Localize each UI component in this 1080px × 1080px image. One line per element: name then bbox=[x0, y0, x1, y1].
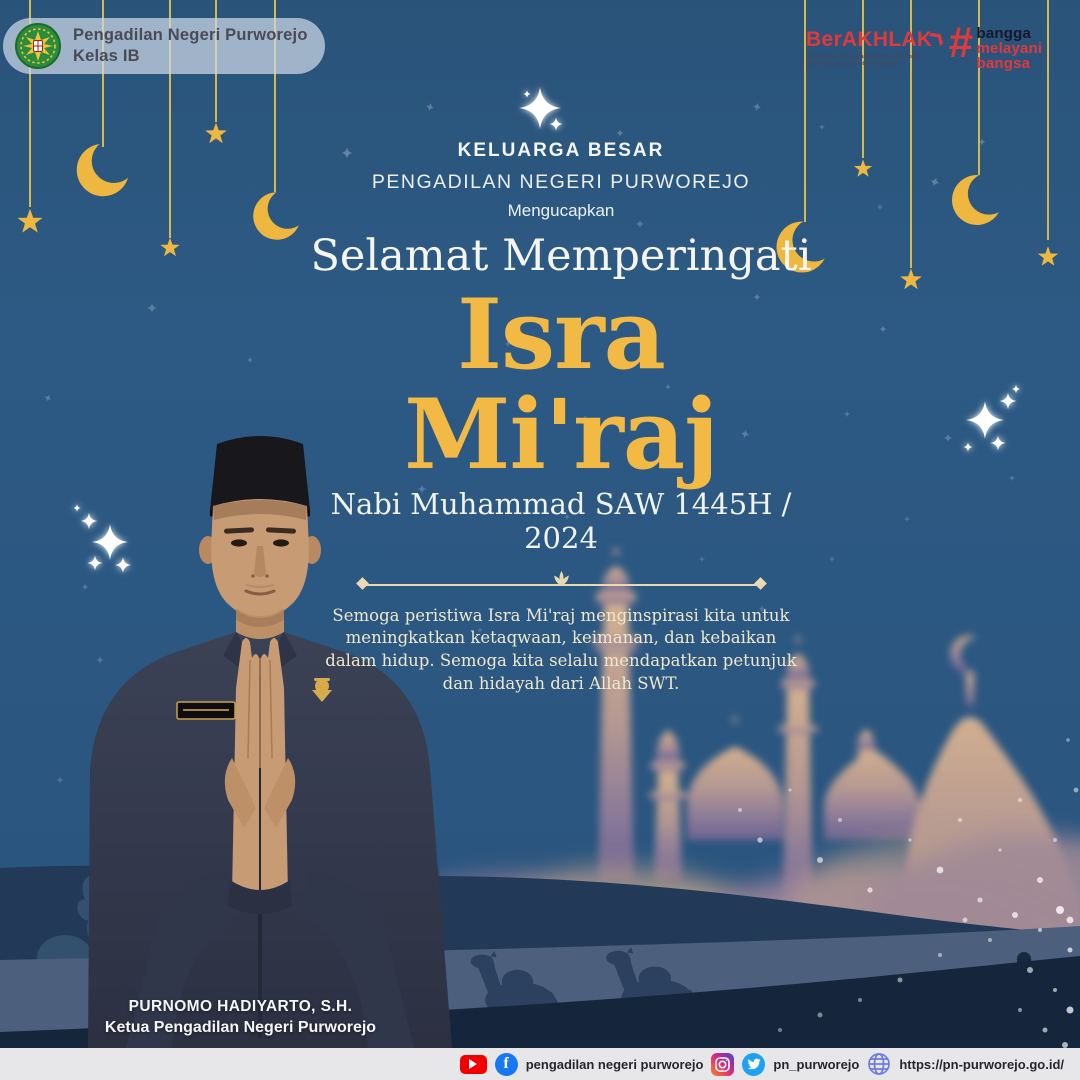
berakhlak-values-1: Berorientasi Pelayanan Akuntabel Kompeten bbox=[806, 54, 924, 60]
twitter-icon bbox=[742, 1053, 765, 1076]
greeting-says: Mengucapkan bbox=[507, 201, 615, 220]
person-role: Ketua Pengadilan Negeri Purworejo bbox=[104, 1019, 377, 1036]
dome-left bbox=[687, 717, 783, 840]
ornamental-divider bbox=[354, 569, 769, 593]
gold-stars-moons-left bbox=[17, 123, 305, 257]
berakhlak-values-2: Harmonis Loyal Adaptif Kolaboratif bbox=[806, 61, 899, 68]
chevron-arrow-icon: ❯ bbox=[926, 26, 949, 48]
greeting-org: PENGADILAN NEGERI PURWOREJO bbox=[371, 171, 751, 193]
star-icon bbox=[17, 209, 42, 233]
bangga-word2: melayani bbox=[976, 40, 1043, 57]
website-url: https://pn-purworejo.go.id/ bbox=[899, 1056, 1064, 1072]
star-icon bbox=[854, 159, 872, 176]
greeting-block bbox=[300, 84, 822, 696]
crescent-moon-icon bbox=[248, 187, 306, 245]
twitter-handle: pn_purworejo bbox=[773, 1056, 860, 1072]
star-icon bbox=[160, 238, 179, 256]
hashtag-icon: # bbox=[948, 18, 973, 67]
star-icon bbox=[205, 123, 227, 144]
event-subtitle: Nabi Muhammad SAW 1445H / 2024 bbox=[330, 486, 792, 555]
court-logo bbox=[15, 23, 61, 69]
greeting-family: KELUARGA BESAR bbox=[457, 140, 665, 161]
person-name: PURNOMO HADIYARTO, S.H. bbox=[128, 998, 353, 1015]
instagram-icon bbox=[711, 1053, 734, 1076]
greeting-salutation: Selamat Memperingati bbox=[310, 231, 812, 281]
org-badge bbox=[3, 18, 325, 74]
berakhlak-title: BerAKHLAK bbox=[806, 28, 933, 51]
youtube-icon bbox=[460, 1055, 487, 1074]
event-title: Isra Mi'raj bbox=[404, 278, 718, 491]
sparkle-cluster-right bbox=[963, 385, 1020, 452]
minaret-small-left bbox=[649, 730, 687, 880]
badge-org-name: Pengadilan Negeri Purworejo bbox=[73, 25, 308, 44]
facebook-handle: pengadilan negeri purworejo bbox=[525, 1056, 704, 1072]
person-caption bbox=[88, 998, 393, 1037]
star-icon bbox=[900, 269, 922, 290]
bangga-word3: bangsa bbox=[976, 55, 1031, 72]
star-icon bbox=[1038, 246, 1059, 266]
footer-social-bar bbox=[0, 1048, 1080, 1080]
crescent-moon-icon bbox=[945, 168, 1009, 232]
globe-icon bbox=[867, 1052, 891, 1076]
facebook-icon: f bbox=[495, 1053, 518, 1076]
berakhlak-logo bbox=[806, 28, 956, 68]
dome-mid bbox=[824, 749, 920, 840]
crescent-moon-icon bbox=[73, 140, 132, 199]
badge-org-class: Kelas IB bbox=[73, 47, 140, 65]
greeting-message: Semoga peristiwa Isra Mi'raj menginspirasi kita untuk meningkatkan ketaqwaan, keimanan, dan kebaikan dalam hidup. Semoga kita selalu mendapatkan petunjuk dan hidayah dari Allah SWT. bbox=[325, 605, 797, 693]
bangga-word1: bangga bbox=[976, 25, 1032, 42]
bangga-melayani-bangsa-logo bbox=[948, 18, 1043, 72]
